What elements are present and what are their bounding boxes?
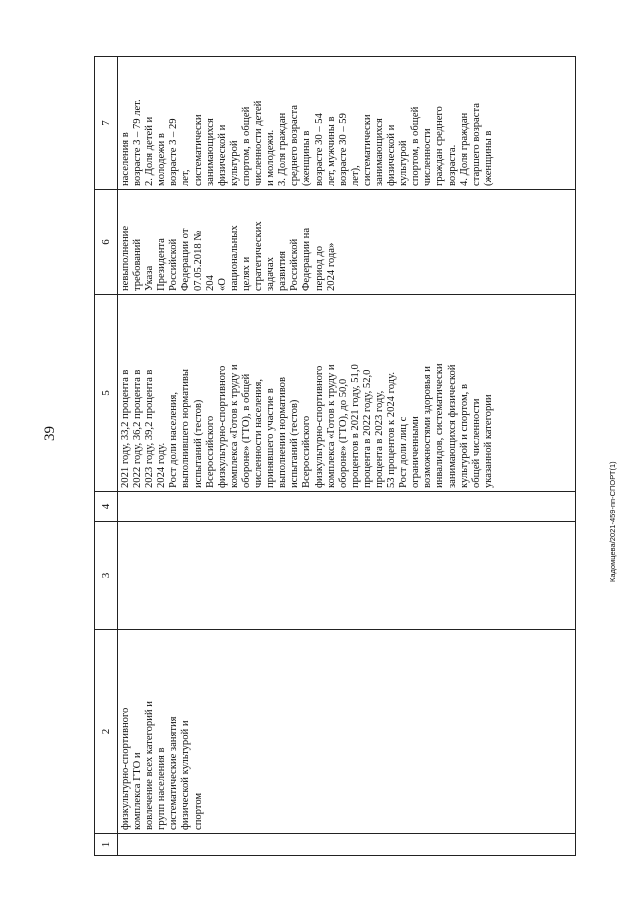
cell-text-col5: 2021 году, 33,2 процента в 2022 году, 36,2 процента в 2023 году, 39,2 процента в 2024 году. Рост доли населения, выполнившего нормативы испытаний (тестов) Всероссийского физкультурно-спортивного комплекса «Готов к труду и обороне» (ГТО), в общей численности населения, принявшего участие в выполнении нормативов испытаний (тестов) Всероссийского физкультурно-спортивного комплекса «Готов к труду и обороне» (ГТО), до 50,0 процентов в 2021 году, 51,0 процента в 2022 году, 52,0 процента в 2023 году, 53 процентов к 2024 году. Рост доли лиц с ограниченными возможностями здоровья и инвалидов, систематически занимающихся физической культурой и спортом, в общей численности указанной категории (120, 363, 494, 488)
table-row (118, 57, 576, 856)
table-cell-col1 (118, 834, 576, 856)
table-header-row (95, 57, 118, 856)
document-table-wrapper (94, 57, 576, 856)
cell-text-col1 (118, 834, 122, 855)
column-header-7: 7 (95, 57, 118, 190)
column-header-1: 1 (95, 834, 118, 856)
cell-text-col7: населения в возрасте 3 – 79 лет. 2. Доля детей и молодежи в возрасте 3 – 29 лет, систематически занимающихся физической и культурой спортом, в общей численности детей и молодежи. 3. Доля граждан среднего возраста (женщины в возрасте 30 – 54 лет, мужчины в возрасте 30 – 59 лет), систематически занимающихся физической и культурой спортом, в общей численности граждан среднего возраста. 4. Доля граждан старшего возраста (женщины в (120, 99, 494, 186)
table-cell-col7 (118, 57, 576, 190)
column-header-6: 6 (95, 190, 118, 295)
column-header-3: 3 (95, 522, 118, 630)
column-header-2: 2 (95, 630, 118, 834)
page-number: 39 (42, 426, 58, 441)
document-table (94, 56, 576, 856)
table-cell-col2 (118, 630, 576, 834)
table-cell-col4 (118, 492, 576, 522)
cell-text-col2: физкультурно-спортивного комплекса ГТО и вовлечение всех категорий и групп населения в систематические занятия физической культурой и спортом (120, 701, 204, 830)
cell-text-col4 (118, 492, 122, 521)
footer-document-code: Кадомцева/2021-459-пп-СПОРТ(1) (608, 461, 617, 582)
table-cell-col3 (118, 522, 576, 630)
table-cell-col5 (118, 295, 576, 492)
column-header-4: 4 (95, 492, 118, 522)
cell-text-col3 (118, 522, 122, 629)
column-header-5: 5 (95, 295, 118, 492)
cell-text-col6: невыполнение требований Указа Президента Российской Федерации от 07.05.2018 № 204 «О национальных целях и стратегических задачах развития Российской Федерации на период до 2024 года» (120, 221, 337, 291)
table-cell-col6 (118, 190, 576, 295)
